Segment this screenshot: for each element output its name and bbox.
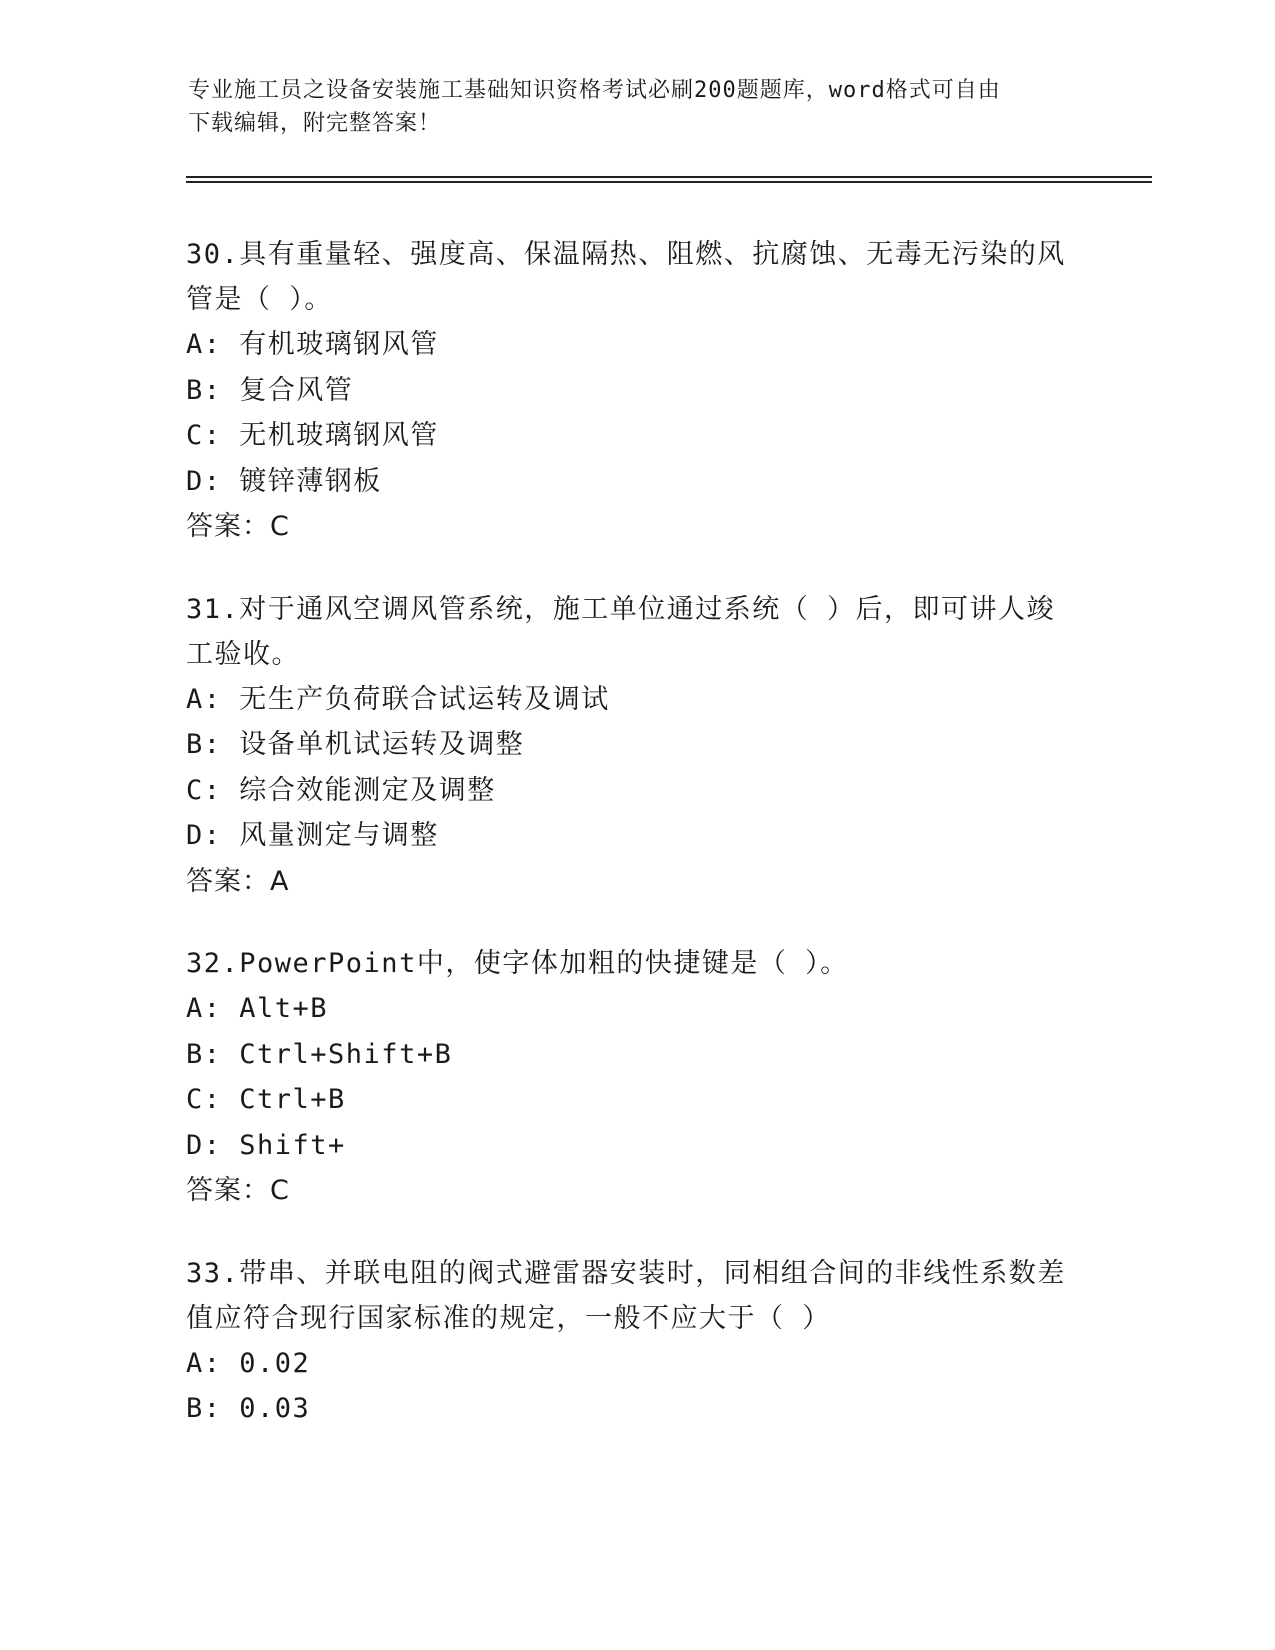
option-b: B: 0.03 <box>186 1393 311 1424</box>
option-c: C: 综合效能测定及调整 <box>186 774 496 806</box>
question-line: 工验收。 <box>186 638 300 670</box>
answer: 答案：C <box>186 1175 290 1206</box>
answer: 答案：C <box>186 511 290 542</box>
header-divider-top <box>186 176 1152 178</box>
question-31 <box>186 587 1086 905</box>
question-text <box>186 1251 1086 1341</box>
option-b: B: 设备单机试运转及调整 <box>186 729 525 760</box>
answer: 答案：A <box>186 865 290 897</box>
question-line: 31.对于通风空调风管系统，施工单位通过系统（ ）后，即可讲人竣 <box>186 593 1056 625</box>
option-a: A: 无生产负荷联合试运转及调试 <box>186 683 610 715</box>
option-c: C: Ctrl+B <box>186 1084 346 1115</box>
question-33 <box>186 1251 1086 1432</box>
option-b: B: 复合风管 <box>186 374 354 406</box>
header-line-1: 专业施工员之设备安装施工基础知识资格考试必刷200题题库，word格式可自由 <box>188 78 1001 103</box>
option-d: D: 风量测定与调整 <box>186 820 439 851</box>
option-d: D: Shift+ <box>186 1129 346 1161</box>
question-text <box>186 941 1086 986</box>
option-c: C: 无机玻璃钢风管 <box>186 420 439 451</box>
option-a: A: Alt+B <box>186 993 329 1024</box>
document-header <box>188 74 1088 140</box>
question-30 <box>186 232 1086 550</box>
question-line: 30.具有重量轻、强度高、保温隔热、阻燃、抗腐蚀、无毒无污染的风 <box>186 239 1066 270</box>
question-32 <box>186 941 1086 1214</box>
option-a: A: 0.02 <box>186 1347 311 1379</box>
question-text <box>186 587 1086 677</box>
question-line: 值应符合现行国家标准的规定，一般不应大于（ ） <box>186 1302 831 1334</box>
question-line: 32.PowerPoint中，使字体加粗的快捷键是（ ）。 <box>186 948 849 979</box>
question-line: 管是（ ）。 <box>186 284 333 315</box>
header-divider-bottom <box>186 181 1152 183</box>
option-d: D: 镀锌薄钢板 <box>186 465 382 497</box>
option-b: B: Ctrl+Shift+B <box>186 1038 453 1070</box>
question-list <box>186 232 1086 1469</box>
option-a: A: 有机玻璃钢风管 <box>186 329 439 360</box>
question-line: 33.带串、并联电阻的阀式避雷器安装时，同相组合间的非线性系数差 <box>186 1257 1066 1289</box>
header-line-2: 下载编辑，附完整答案！ <box>188 111 442 136</box>
question-text <box>186 232 1086 322</box>
